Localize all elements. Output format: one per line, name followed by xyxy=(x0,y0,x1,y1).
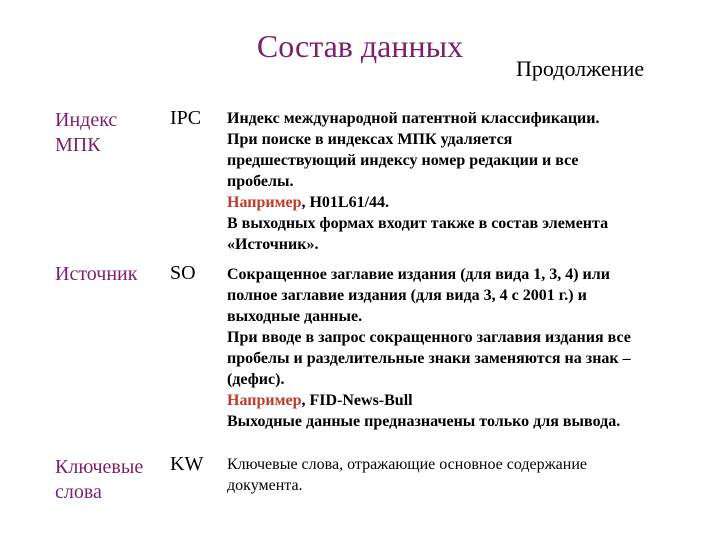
field-code-ipc: IPC xyxy=(170,107,202,129)
description-line: Ключевые слова, отражающие основное содержание xyxy=(227,456,587,473)
field-label-line: МПК xyxy=(55,134,101,156)
slide-title: Состав данных xyxy=(256,28,464,64)
note-line: В выходных формах входит также в состав элемента xyxy=(227,215,609,232)
description-line: Сокращенное заглавие издания (для вида 1, 3, 4) или xyxy=(227,266,610,283)
field-code-kw: KW xyxy=(170,453,204,475)
slide-subtitle: Продолжение xyxy=(516,56,645,81)
description-line: предшествующий индексу номер редакции и все xyxy=(227,152,579,169)
example-prefix: Например xyxy=(227,194,302,211)
field-label-line: Ключевые xyxy=(55,456,144,478)
example-value: , Н01L61/44. xyxy=(301,194,390,211)
description-line: При вводе в запрос сокращенного заглавия издания все xyxy=(227,329,631,346)
example-line xyxy=(227,390,697,411)
field-label-kw xyxy=(55,455,143,505)
description-line: При поиске в индексах МПК удаляется xyxy=(227,131,513,148)
description-line: документа. xyxy=(227,477,303,494)
field-label-line: Источник xyxy=(55,263,138,285)
note-line: «Источник». xyxy=(227,236,319,253)
example-prefix: Например xyxy=(227,392,302,409)
field-label-line: Индекс xyxy=(55,109,118,131)
description-line: (дефис). xyxy=(227,371,285,388)
field-description-kw xyxy=(227,454,697,496)
field-label-so xyxy=(55,262,137,287)
note-line: Выходные данные предназначены только для вывода. xyxy=(227,413,621,430)
description-line: Индекс международной патентной классификации. xyxy=(227,110,600,127)
example-line xyxy=(227,192,697,213)
description-line: пробелы. xyxy=(227,173,294,190)
field-description-so xyxy=(227,264,697,432)
field-description-ipc xyxy=(227,108,697,255)
description-line: полное заглавие издания (для вида 3, 4 с 2001 г.) и xyxy=(227,287,587,304)
field-label-ipc xyxy=(55,108,117,158)
description-line: пробелы и разделительные знаки заменяются на знак – xyxy=(227,350,631,367)
example-value: , FID-News-Bull xyxy=(301,392,413,409)
field-label-line: слова xyxy=(55,481,102,503)
description-line: выходные данные. xyxy=(227,308,363,325)
field-code-so: SO xyxy=(170,262,196,284)
